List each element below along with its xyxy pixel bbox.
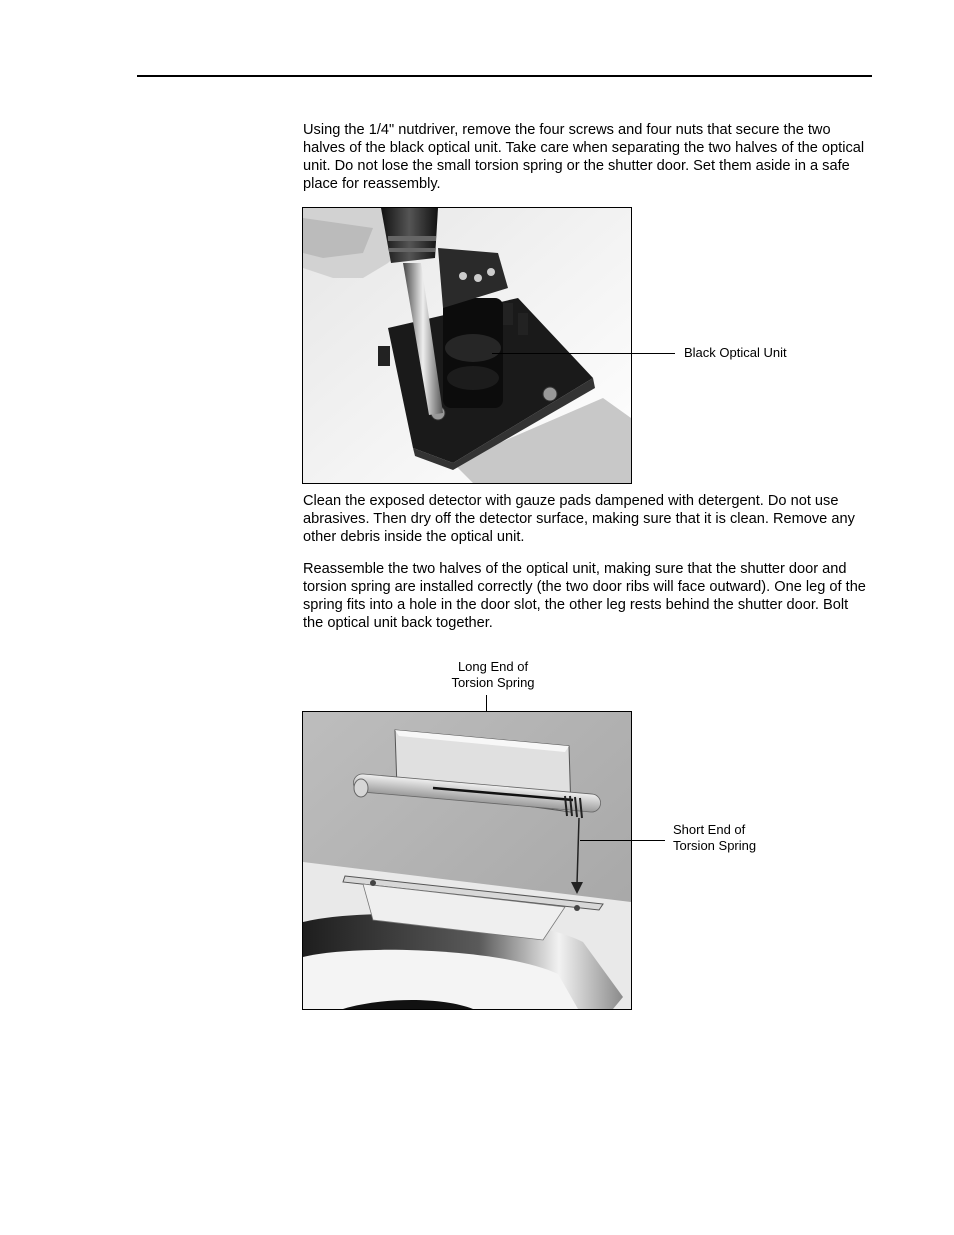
instruction-paragraph-2: Clean the exposed detector with gauze pads dampened with detergent. Do not use abrasives. Then dry off the detector surface, making sure that it is clean. Remove any other debris inside the optical unit. xyxy=(303,493,855,545)
optical-unit-photo xyxy=(302,207,632,484)
callout-long-end-line2: Torsion Spring xyxy=(451,675,535,690)
instruction-paragraph-1: Using the 1/4" nutdriver, remove the four screws and four nuts that secure the two halves of the black optical unit. Take care when separating the two halves of the optical unit. Do not lose the small torsion spring or the shutter door. Set them aside in a safe place for reassembly. xyxy=(303,122,865,192)
header-rule xyxy=(137,75,872,77)
callout-long-end-line1: Long End of xyxy=(457,659,529,674)
callout-long-end-torsion-spring xyxy=(430,659,556,691)
callout-short-end-line2: Torsion Spring xyxy=(673,838,757,853)
shutter-door-illustration xyxy=(302,711,632,1010)
callout-black-optical-unit: Black Optical Unit xyxy=(684,345,787,360)
leader-line-black-optical-unit xyxy=(492,353,675,354)
leader-line-short-end xyxy=(580,840,665,841)
instruction-paragraph-3: Reassemble the two halves of the optical unit, making sure that the shutter door and torsion spring are installed correctly (the two door ribs will face outward). One leg of the spring fits into a hole in the door slot, the other leg rests behind the shutter door. Bolt the optical unit back together. xyxy=(303,561,866,631)
callout-short-end-line1: Short End of xyxy=(673,822,746,837)
callout-short-end-torsion-spring xyxy=(673,822,756,854)
